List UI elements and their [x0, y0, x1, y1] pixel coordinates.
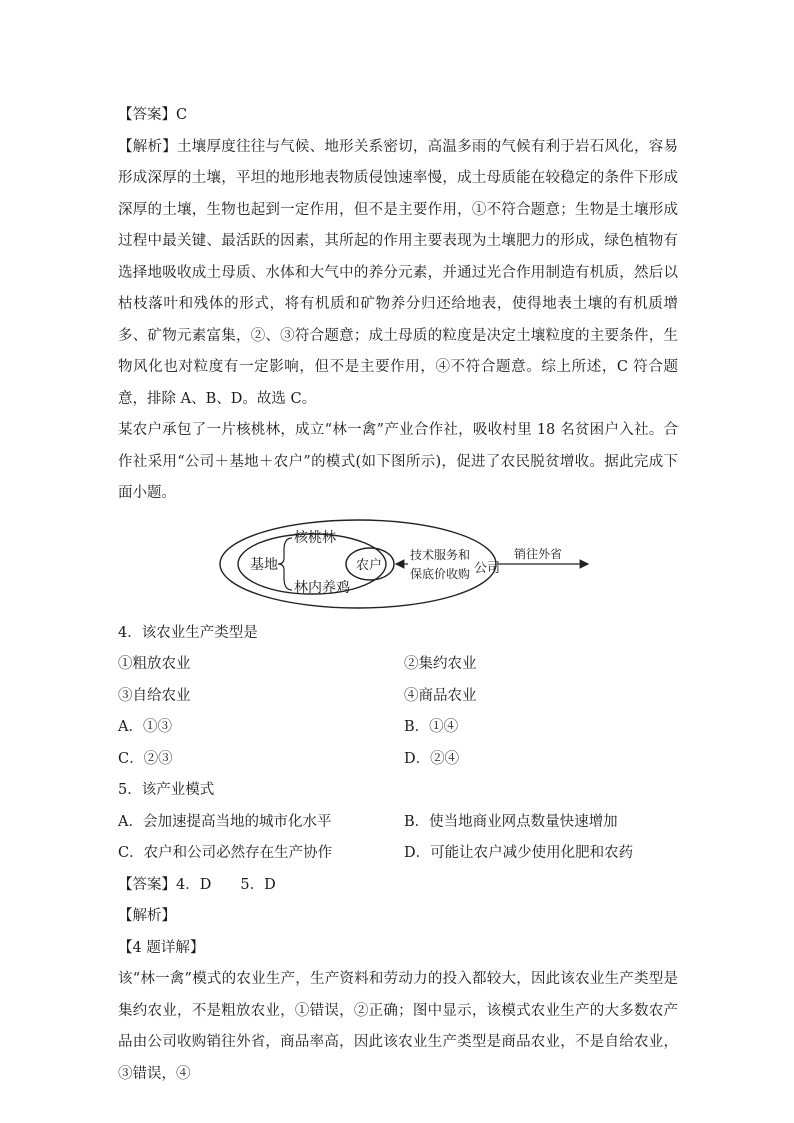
analysis-2-label: 【解析】 — [118, 908, 176, 924]
q5-stem: 5．该产业模式 — [118, 782, 215, 798]
q5-row-1 — [118, 807, 678, 839]
analysis-1-text: 土壤厚度往往与气候、地形关系密切，高温多雨的气候有利于岩石风化，容易形成深厚的土壤，平坦的地形地表物质侵蚀速率慢，成土母质能在较稳定的条件下形成深厚的土壤，生物也起到一定作用，但不是主要作用，①不符合题意；生物是土壤形成过程中最关键、最活跃的因素，其所起的作用主要表现为土壤肥力的形成，绿色植物有选择地吸收成土母质、水体和大气中的养分元素，并通过光合作用制造有机质，然后以枯枝落叶和残体的形式，将有机质和矿物养分归还给地表，使得地表土壤的有机质增多、矿物元素富集，②、③符合题意；成土母质的粒度是决定土壤粒度的主要条件，生物风化也对粒度有一定影响，但不是主要作用，④不符合题意。综上所述，C 符合题意，排除 A、B、D。故选 C。 — [118, 138, 679, 407]
q4-row-2 — [118, 681, 678, 713]
detail-4-label: 【4 题详解】 — [118, 939, 205, 956]
q4-choice-a: A．①③ — [118, 719, 172, 735]
export-label: 销往外省 — [514, 546, 563, 561]
bracket — [278, 538, 292, 590]
answer-2 — [118, 870, 678, 902]
q5-choice-b: B．使当地商业网点数量快速增加 — [404, 813, 618, 830]
q4-opt-4: ④商品农业 — [404, 687, 477, 704]
q4-stem: 4．该农业生产类型是 — [118, 624, 258, 641]
q4-row-1 — [118, 649, 678, 681]
answer-2-label: 【答案】 — [118, 876, 176, 893]
answer-1-value: C — [176, 107, 188, 123]
service-label-2: 保底价收购 — [410, 566, 471, 581]
q4-opt-2: ②集约农业 — [404, 656, 477, 672]
q5-row-2 — [118, 838, 678, 870]
company-label: 公司 — [474, 560, 501, 576]
q4-choice-d: D．②④ — [404, 750, 460, 767]
base-label: 基地 — [250, 556, 278, 573]
cooperative-diagram — [118, 516, 678, 616]
q4-opt-1: ①粗放农业 — [118, 656, 191, 672]
q4-row-3 — [118, 712, 678, 744]
q5-choice-a: A．会加速提高当地的城市化水平 — [118, 813, 332, 830]
q5-choice-d: D．可能让农户减少使用化肥和农药 — [404, 845, 634, 861]
cooperative-diagram-svg — [218, 516, 598, 612]
q4-choice-b: B．①④ — [404, 719, 459, 735]
answer-2-value: 4．D 5．D — [176, 876, 276, 893]
q4-row-4 — [118, 744, 678, 776]
q4-choice-c: C．②③ — [118, 750, 173, 767]
q4-opt-3: ③自给农业 — [118, 687, 191, 704]
walnut-label: 核桃林 — [294, 529, 336, 546]
question-stem: 某农户承包了一片核桃林，成立“林一禽”产业合作社，吸收村里 18 名贫困户入社。合作社采用“公司＋基地＋农户”的模式(如下图所示)，促进了农民脱贫增收。据此完成下面小题。 — [118, 422, 678, 501]
page-content — [118, 100, 678, 1090]
analysis-1-label: 【解析】 — [118, 138, 177, 155]
farmer-label: 农户 — [356, 557, 383, 573]
detail-4-text: 该“林一禽”模式的农业生产，生产资料和劳动力的投入都较大，因此该农业生产类型是集约农业，不是粗放农业，①错误，②正确；图中显示，该模式农业生产的大多数农产品由公司收购销往外省，商品率高，因此该农业生产类型是商品农业，不是自给农业，③错误，④ — [118, 971, 678, 1082]
answer-1 — [118, 100, 678, 132]
answer-1-label: 【答案】 — [118, 107, 176, 123]
chicken-label: 林内养鸡 — [294, 579, 350, 596]
service-label-1: 技术服务和 — [410, 547, 471, 562]
analysis-1 — [118, 132, 678, 416]
q5-choice-c: C．农户和公司必然存在生产协作 — [118, 845, 333, 861]
